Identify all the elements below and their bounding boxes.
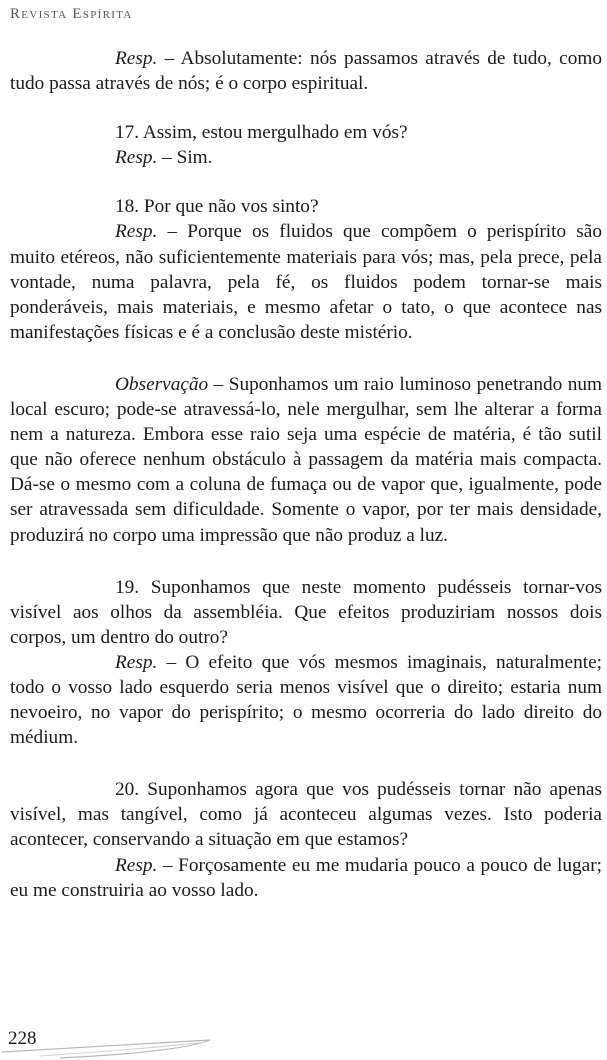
spacer xyxy=(10,170,602,194)
paragraph-text: – Forçosamente eu me mudaria pouco a pouco de lugar; eu me construiria ao vosso lado. xyxy=(10,854,602,901)
question-paragraph: 17. Assim, estou mergulhado em vós? xyxy=(115,122,408,144)
page-footer xyxy=(0,1018,607,1060)
paragraph-text: – Absolutamente: nós passamos através de tudo, como tudo passa através de nós; é o corpo espiritual. xyxy=(10,48,602,95)
observation-paragraph xyxy=(10,372,602,548)
answer-paragraph xyxy=(10,145,602,170)
page-number: 228 xyxy=(8,1028,37,1049)
question-paragraph: 20. Suponhamos agora que vos pudésseis tornar não apenas visível, mas tangível, como já aconteceu algumas vezes. Isto poderia acontecer, conservando a situação em que estamos? xyxy=(10,779,602,851)
resp-label: Resp. xyxy=(115,221,158,243)
spacer xyxy=(10,548,602,575)
running-head: Revista Espírita xyxy=(10,6,133,22)
answer-paragraph xyxy=(10,219,602,344)
resp-label: Resp. xyxy=(115,48,158,69)
observation-label: Observação xyxy=(115,373,209,395)
question-paragraph: 19. Suponhamos que neste momento pudésseis tornar-vos visível aos olhos da assembléia. Que efeitos produziriam nossos dois corpos, um dentro do outro? xyxy=(10,576,602,648)
paragraph-text: – O efeito que vós mesmos imaginais, naturalmente; todo o vosso lado esquerdo seria menos visível que o direito; estaria num nevoeiro, no vapor do perispírito; o mesmo ocorreria do lado direito do médium. xyxy=(10,651,602,749)
question-paragraph: 18. Por que não vos sinto? xyxy=(115,196,319,218)
paragraph-text: – Porque os fluidos que compõem o perispírito são muito etéreos, não suficientemente materiais para vós; mas, pela prece, pela vontade, numa palavra, pela fé, os fluidos podem tornar-se mais ponderáveis, mais materiais, e mesmo afetar o tato, o que acontece nas manifestações físicas e é a conclusão deste mistério. xyxy=(10,221,602,343)
page-body xyxy=(10,46,602,903)
spacer xyxy=(10,750,602,777)
answer-paragraph xyxy=(10,46,602,96)
resp-label: Resp. xyxy=(115,147,158,169)
paragraph-text: – Sim. xyxy=(157,147,213,169)
answer-paragraph xyxy=(10,650,602,750)
paragraph-text: – Suponhamos um raio luminoso penetrando num local escuro; pode-se atravessá-lo, nele mergulhar, sem lhe alterar a forma nem a natureza. Embora esse raio seja uma espécie de matéria, é tão sutil que não oferece nenhum obstáculo à passagem da matéria mais compacta. Dá-se o mesmo com a coluna de fumaça ou de vapor que, igualmente, pode ser atravessada sem dificuldade. Somente o vapor, por ter mais densidade, produzirá no corpo uma impressão que não produz a luz. xyxy=(10,373,602,546)
resp-label: Resp. xyxy=(115,854,158,876)
resp-label: Resp. xyxy=(115,651,158,673)
answer-paragraph xyxy=(10,853,602,903)
decorative-swoosh xyxy=(0,1018,260,1060)
spacer xyxy=(10,345,602,372)
spacer xyxy=(10,96,602,120)
